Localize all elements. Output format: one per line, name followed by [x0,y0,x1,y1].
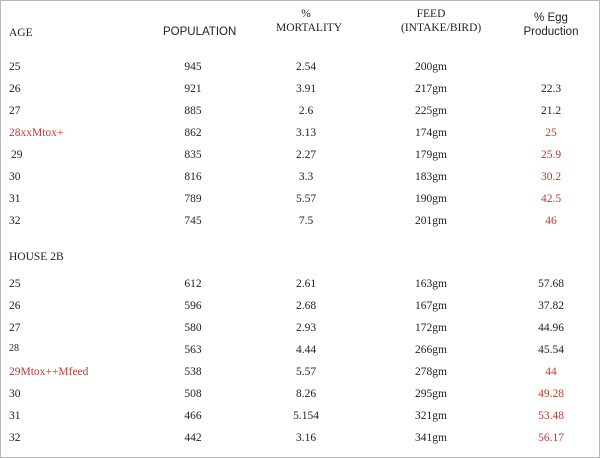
cell-egg: 45.54 [538,344,564,356]
cell-population: 596 [184,300,202,312]
cell-age: 31 [9,410,21,422]
cell-feed: 174gm [415,127,447,139]
cell-population: 442 [184,432,202,444]
cell-age: 25 [9,278,21,290]
cell-egg: 37.82 [538,300,564,312]
cell-mortality: 5.154 [293,410,319,422]
cell-egg: 42.5 [540,193,562,205]
cell-age: 28 [9,343,19,354]
header-egg [521,11,581,39]
header-mortality-line1: % [301,8,311,20]
cell-mortality: 8.26 [295,388,317,400]
cell-mortality: 5.57 [295,366,317,378]
cell-age: 30 [9,388,21,400]
header-egg-line1: % Egg [534,12,568,24]
cell-egg: 46 [545,215,557,227]
cell-age: 27 [9,322,21,334]
cell-egg: 25.9 [540,149,562,161]
cell-feed: 278gm [415,366,447,378]
cell-population: 835 [184,149,202,161]
cell-mortality: 3.13 [295,127,317,139]
cell-population: 580 [184,322,202,334]
cell-age: 27 [9,105,21,117]
cell-egg: 49.28 [538,388,564,400]
cell-egg: 22.3 [540,83,562,95]
cell-population: 945 [184,61,202,73]
cell-population: 508 [184,388,202,400]
cell-feed: 266gm [415,344,447,356]
cell-mortality: 3.91 [295,83,317,95]
cell-age: 31 [9,193,21,205]
header-feed [401,7,482,35]
cell-feed: 341gm [415,432,447,444]
cell-population: 816 [184,171,202,183]
header-mortality-line2: MORTALITY [276,22,343,34]
cell-age: 29Mtox++Mfeed [9,366,89,378]
cell-age: 25 [9,61,21,73]
cell-age: 30 [9,171,21,183]
cell-mortality: 5.57 [295,193,317,205]
cell-egg: 21.2 [540,105,562,117]
cell-mortality: 2.27 [295,149,317,161]
cell-mortality: 3.16 [295,432,317,444]
cell-mortality: 4.44 [295,344,317,356]
header-feed-line2: (INTAKE/BIRD) [401,22,482,34]
cell-age: 29 [11,149,23,161]
cell-age: 26 [9,83,21,95]
cell-age: 28xxMtox+ [9,127,64,139]
cell-feed: 200gm [415,61,447,73]
cell-population: 466 [184,410,202,422]
cell-feed: 172gm [415,322,447,334]
cell-population: 862 [184,127,202,139]
cell-mortality: 2.61 [295,278,317,290]
cell-mortality: 2.93 [295,322,317,334]
cell-age: 32 [9,215,21,227]
cell-mortality: 7.5 [298,215,314,227]
cell-feed: 163gm [415,278,447,290]
cell-egg: 57.68 [538,278,564,290]
cell-mortality: 2.6 [298,105,314,117]
cell-population: 612 [184,278,202,290]
cell-feed: 179gm [415,149,447,161]
cell-mortality: 3.3 [298,171,314,183]
cell-feed: 217gm [415,83,447,95]
cell-feed: 225gm [415,105,447,117]
cell-feed: 190gm [415,193,447,205]
cell-population: 563 [184,344,202,356]
cell-population: 745 [184,215,202,227]
cell-egg: 44.96 [538,322,564,334]
cell-feed: 321gm [415,410,447,422]
cell-egg: 44 [545,366,557,378]
cell-feed: 201gm [415,215,447,227]
cell-feed: 183gm [415,171,447,183]
header-population: POPULATION [163,26,237,38]
cell-mortality: 2.54 [295,61,317,73]
cell-egg: 56.17 [538,432,564,444]
cell-egg: 30.2 [540,171,562,183]
cell-egg: 53.48 [538,410,564,422]
cell-population: 538 [184,366,202,378]
header-egg-line2: Production [523,26,579,38]
cell-mortality: 2.68 [295,300,317,312]
cell-population: 885 [184,105,202,117]
cell-feed: 295gm [415,388,447,400]
header-feed-line1: FEED [416,8,446,20]
cell-age: 32 [9,432,21,444]
cell-population: 789 [184,193,202,205]
cell-feed: 167gm [415,300,447,312]
section-title: HOUSE 2B [9,251,64,263]
cell-age: 26 [9,300,21,312]
cell-egg: 25 [545,127,557,139]
cell-population: 921 [184,83,202,95]
header-age: AGE [9,27,33,39]
header-mortality [276,7,343,35]
